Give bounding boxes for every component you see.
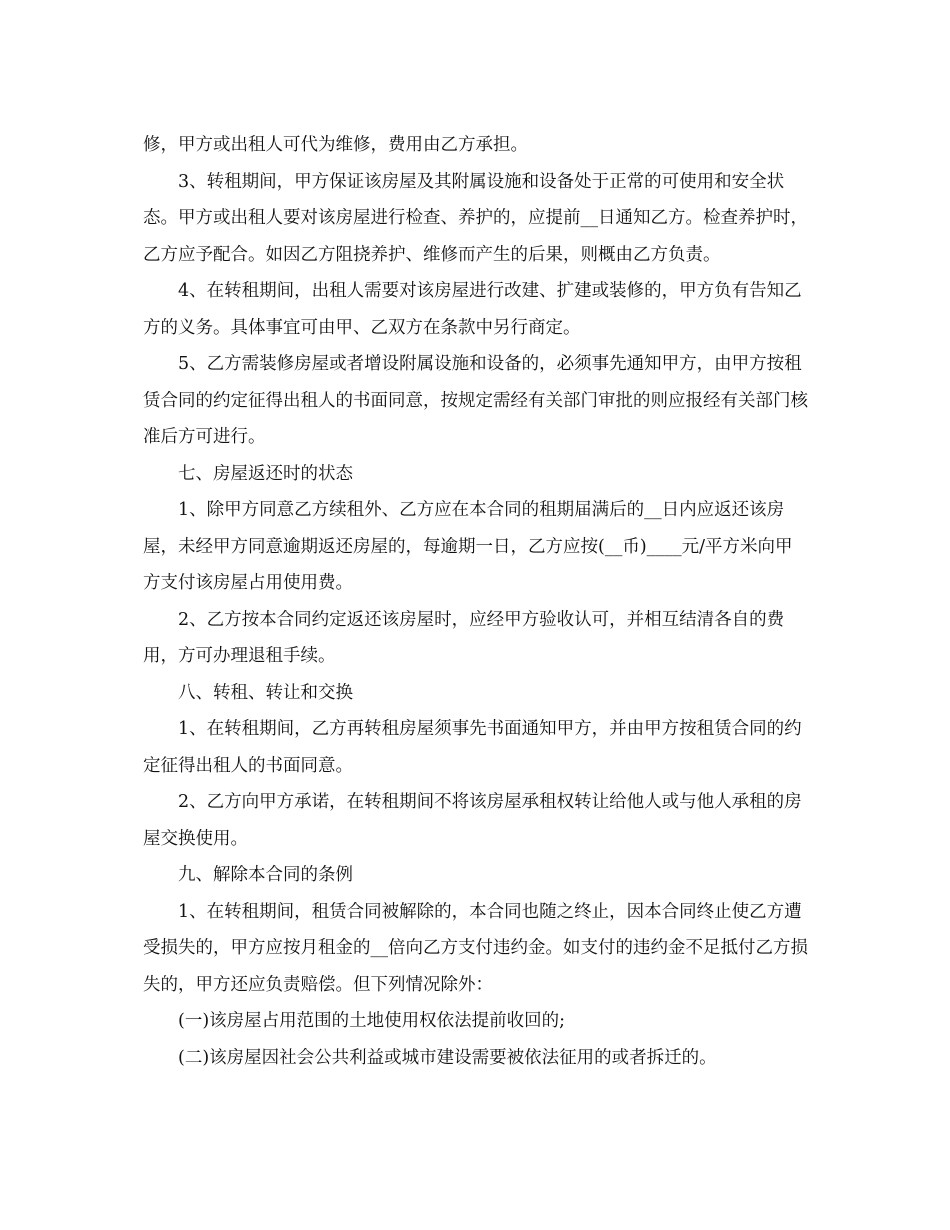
paragraph-9-exception-1: (一)该房屋占用范围的土地使用权依法提前收回的; (178, 1011, 566, 1031)
section-heading-7: 七、房屋返还时的状态 (178, 463, 353, 484)
section-heading-8: 八、转租、转让和交换 (178, 682, 353, 703)
document-page (143, 127, 808, 1076)
paragraph-9-1: 1、在转租期间，租赁合同被解除的，本合同也随之终止，因本合同终止使乙方遭受损失的，甲方应按月租金的__倍向乙方支付违约金。如支付的违约金不足抵付乙方损失的，甲方还应负责赔偿。但下列情况除外： (143, 901, 808, 995)
paragraph-8-1: 1、在转租期间，乙方再转租房屋须事先书面通知甲方，并由甲方按租赁合同的约定征得出租人的书面同意。 (143, 719, 802, 776)
paragraph-clause-3: 3、转租期间，甲方保证该房屋及其附属设施和设备处于正常的可使用和安全状态。甲方或出租人要对该房屋进行检查、养护的，应提前__日通知乙方。检查养护时，乙方应予配合。如因乙方阻挠养护、维修而产生的后果，则概由乙方负责。 (143, 171, 808, 265)
paragraph-8-2: 2、乙方向甲方承诺，在转租期间不将该房屋承租权转让给他人或与他人承租的房屋交换使用。 (143, 792, 802, 849)
paragraph-7-1: 1、除甲方同意乙方续租外、乙方应在本合同的租期届满后的__日内应返还该房屋，未经甲方同意逾期返还房屋的，每逾期一日，乙方应按(__币)____元/平方米向甲方支付该房屋占用使用费。 (143, 500, 793, 593)
paragraph-clause-5: 5、乙方需装修房屋或者增设附属设施和设备的，必须事先通知甲方，由甲方按租赁合同的约定征得出租人的书面同意，按规定需经有关部门审批的则应报经有关部门核准后方可进行。 (143, 354, 808, 447)
paragraph-7-2: 2、乙方按本合同约定返还该房屋时，应经甲方验收认可，并相互结清各自的费用，方可办理退租手续。 (143, 609, 785, 666)
paragraph-continuation: 修，甲方或出租人可代为维修，费用由乙方承担。 (143, 135, 528, 155)
paragraph-clause-4: 4、在转租期间，出租人需要对该房屋进行改建、扩建或装修的，甲方负有告知乙方的义务。具体事宜可由甲、乙双方在条款中另行商定。 (143, 281, 802, 338)
section-heading-9: 九、解除本合同的条例 (178, 865, 353, 885)
paragraph-9-exception-2: (二)该房屋因社会公共利益或城市建设需要被依法征用的或者拆迁的。 (178, 1047, 717, 1068)
